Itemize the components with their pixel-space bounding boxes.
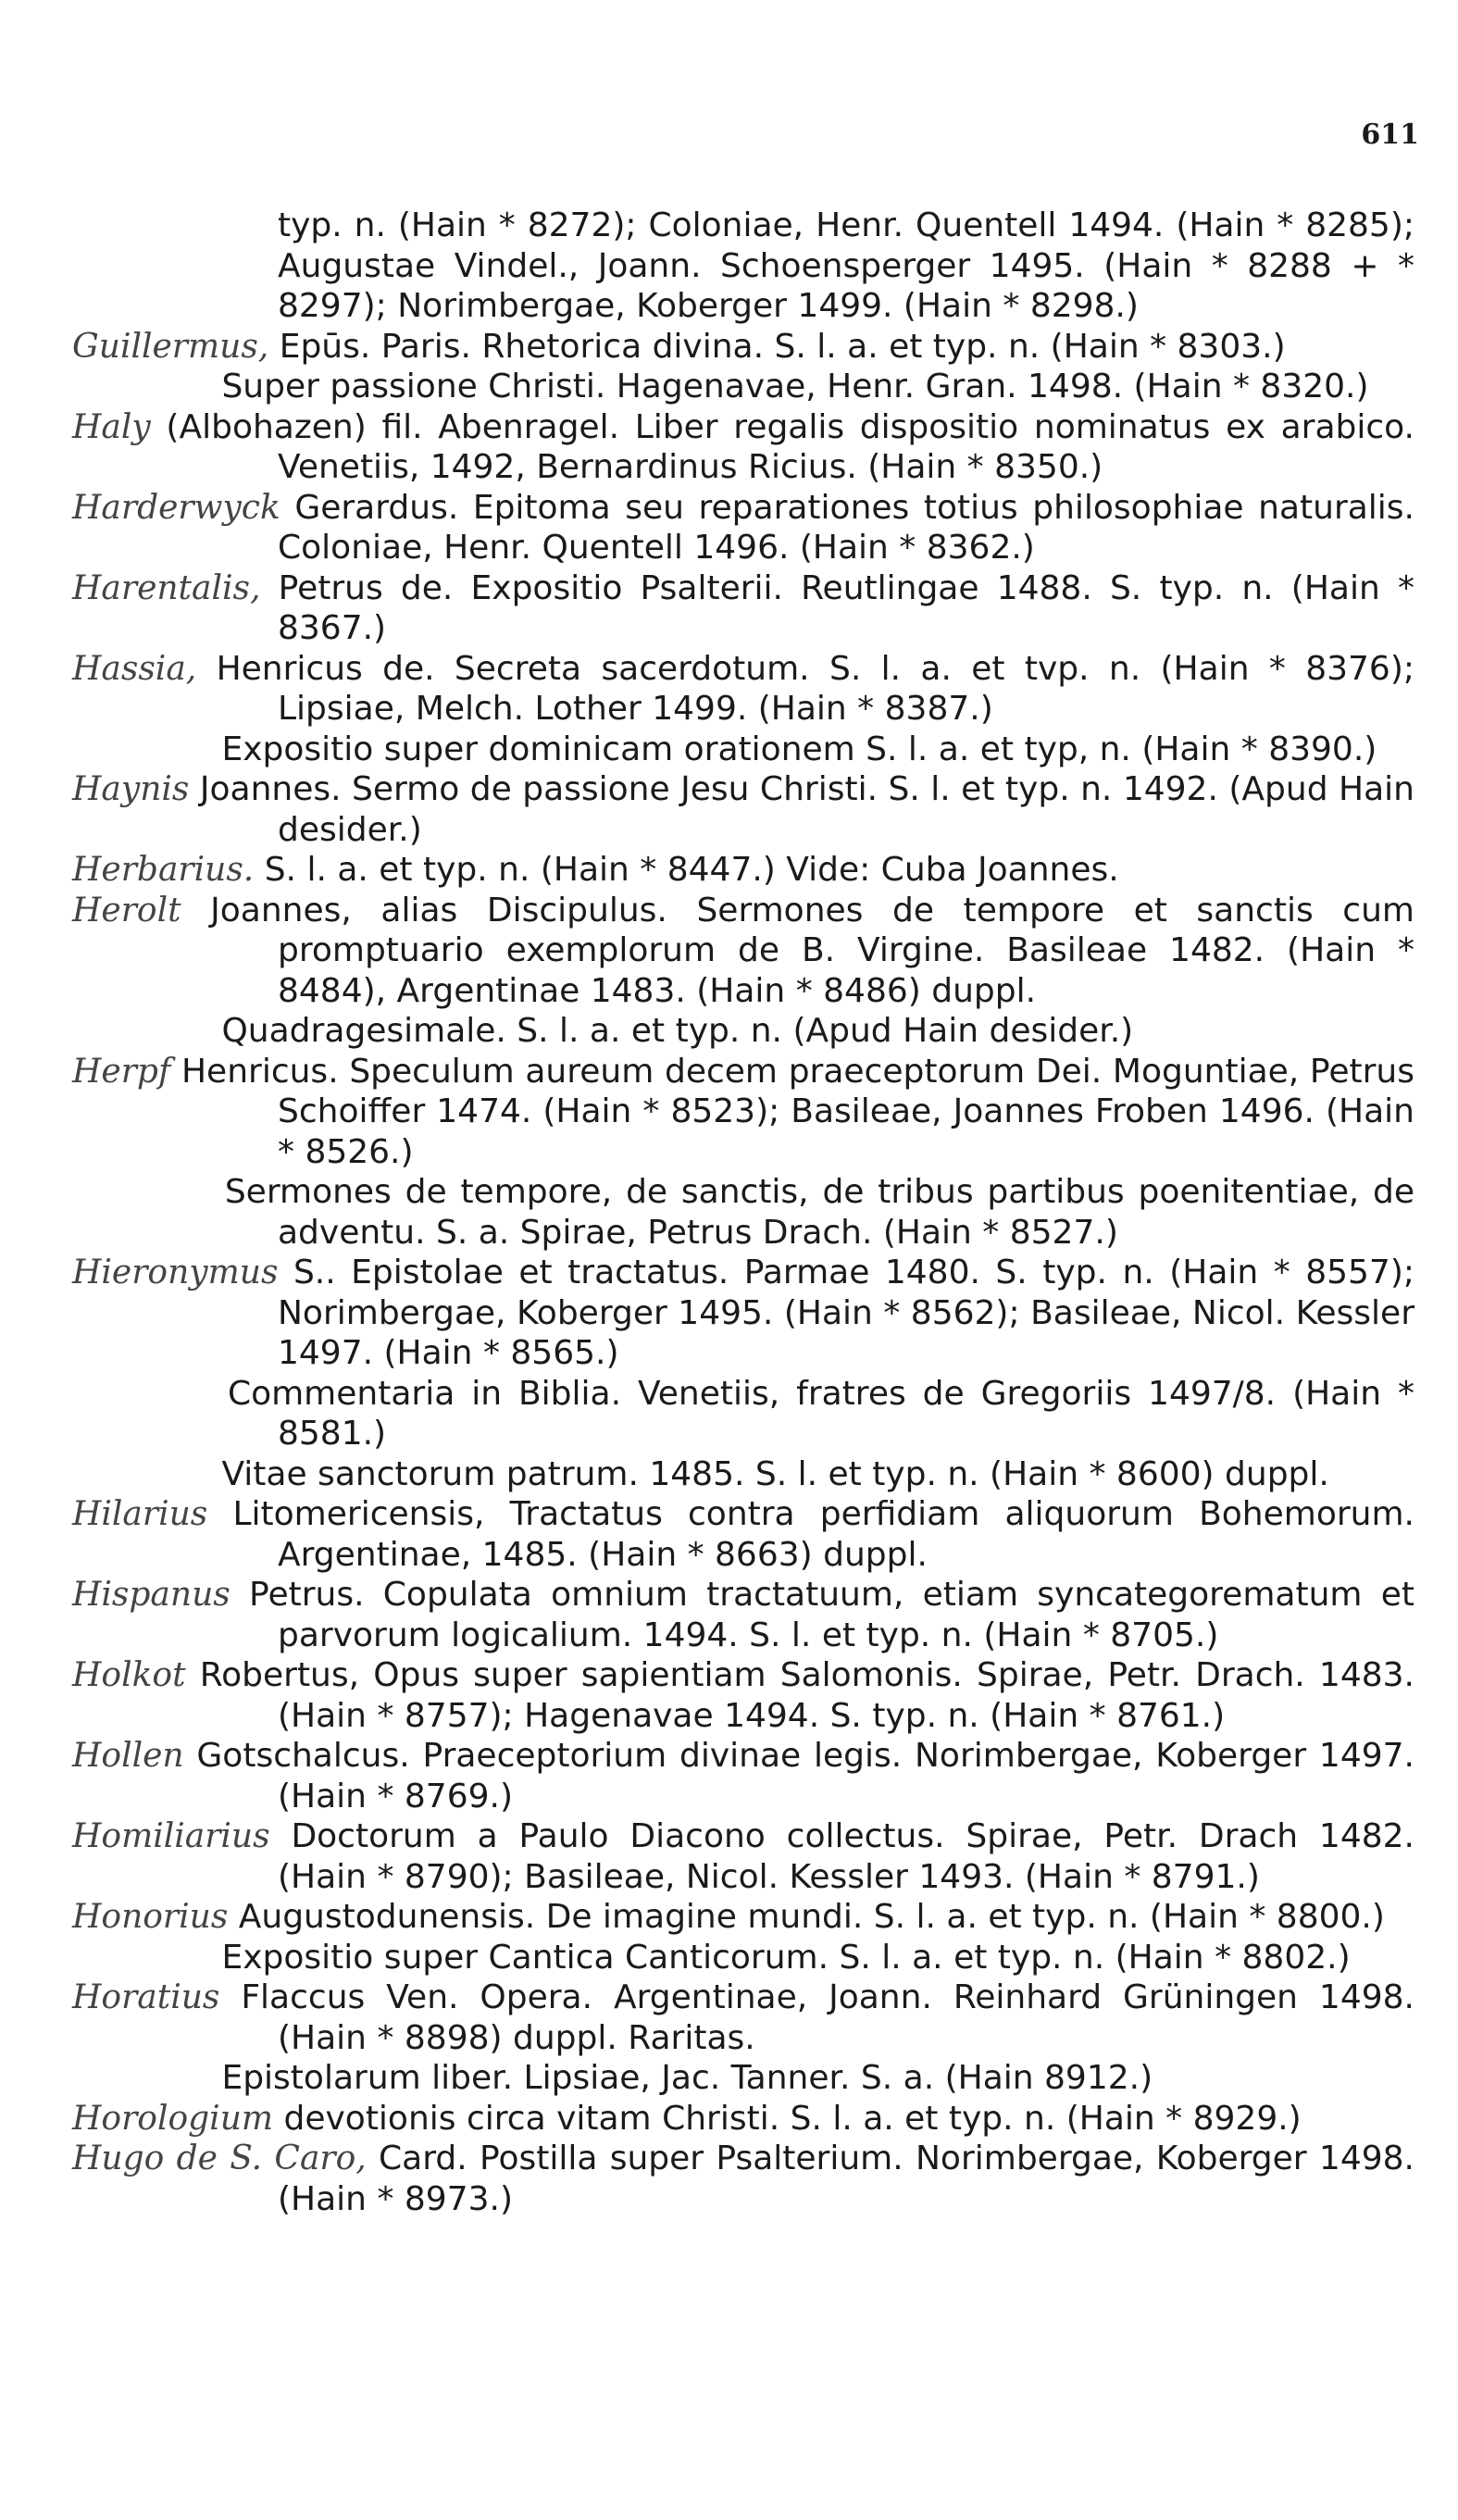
bibliography-entry xyxy=(72,649,1414,730)
entry-text: S.. Epistolae et tractatus. Parmae 1480. S. typ. n. (Hain * 8557); Norimbergae, Koberger 1495. (Hain * 8562); Basileae, Nicol. Kessler 1497. (Hain * 8565.) xyxy=(278,1254,1414,1372)
entry-headword: Haly xyxy=(72,407,151,446)
entry-text: Augustodunensis. De imagine mundi. S. l. a. et typ. n. (Hain * 8800.) xyxy=(238,1898,1385,1936)
ditto-dash xyxy=(72,1938,211,1978)
entry-text: Vitae sanctorum patrum. 1485. S. l. et typ. n. (Hain * 8600) duppl. xyxy=(221,1454,1329,1493)
entry-text: Henricus de. Secreta sacerdotum. S. l. a. et tvp. n. (Hain * 8376); Lipsiae, Melch. Lother 1499. (Hain * 8387.) xyxy=(216,649,1414,728)
entry-text: Expositio super Cantica Canticorum. S. l. a. et typ. n. (Hain * 8802.) xyxy=(221,1938,1351,1977)
entry-headword: Harentalis, xyxy=(72,568,261,607)
bibliography-entry xyxy=(72,891,1414,1012)
entry-headword: Horologium xyxy=(72,2099,274,2138)
entry-text: Joannes. Sermo de passione Jesu Christi. S. l. et typ. n. 1492. (Apud Hain desider.) xyxy=(199,770,1414,849)
ditto-dash xyxy=(72,730,211,770)
bibliography-entry xyxy=(72,1011,1414,1052)
entry-text: Commentaria in Biblia. Venetiis, fratres de Gregoriis 1497/8. (Hain * 8581.) xyxy=(227,1374,1415,1453)
entry-text: Quadragesimale. S. l. a. et typ. n. (Apud Hain desider.) xyxy=(221,1012,1134,1050)
bibliography-entry xyxy=(72,1816,1414,1897)
bibliography-entry xyxy=(72,2139,1414,2219)
entry-text: Litomericensis, Tractatus contra perfidiam aliquorum Bohemorum. Argentinae, 1485. (Hain * 8663) duppl. xyxy=(232,1495,1414,1574)
ditto-dash xyxy=(72,2058,211,2099)
entry-headword: Hassia, xyxy=(72,649,197,688)
entry-text: Card. Postilla super Psalterium. Norimbergae, Koberger 1498. (Hain * 8973.) xyxy=(278,2140,1414,2218)
bibliography-entry xyxy=(72,1897,1414,1938)
entry-headword: Herpf xyxy=(72,1052,171,1091)
entry-text: Flaccus Ven. Opera. Argentinae, Joann. Reinhard Grüningen 1498. (Hain * 8898) duppl. Raritas. xyxy=(241,1978,1414,2057)
entry-headword: Hilarius xyxy=(72,1495,208,1533)
bibliography-entry xyxy=(72,1052,1414,1173)
continued-text: typ. n. (Hain * 8272); Coloniae, Henr. Quentell 1494. (Hain * 8285); Augustae Vindel., Joann. Schoensperger 1495. (Hain * 8288 + * 8297); Norimbergae, Koberger 1499. (Hain * 8298.) xyxy=(278,206,1414,325)
entry-headword: Hollen xyxy=(72,1737,184,1775)
entry-text: Joannes, alias Discipulus. Sermones de tempore et sanctis cum promptuario exemplorum de B. Virgine. Basileae 1482. (Hain * 8484), Argentinae 1483. (Hain * 8486) duppl. xyxy=(210,891,1414,1010)
bibliography-entry xyxy=(72,1253,1414,1374)
page-number: 611 xyxy=(1361,119,1419,151)
bibliography-entry xyxy=(72,1494,1414,1575)
entry-text: Epistolarum liber. Lipsiae, Jac. Tanner. S. a. (Hain 8912.) xyxy=(221,2059,1153,2097)
entry-text: Gotschalcus. Praeceptorium divinae legis. Norimbergae, Koberger 1497. (Hain * 8769.) xyxy=(196,1737,1414,1815)
entry-headword: Horatius xyxy=(72,1978,220,2016)
bibliography-entry xyxy=(72,568,1414,649)
entry-headword: Hugo de S. Caro, xyxy=(72,2140,367,2177)
bibliography-entry xyxy=(72,1454,1414,1495)
bibliography-entry xyxy=(72,2099,1414,2140)
entry-headword: Honorius xyxy=(72,1898,229,1936)
bibliography-entry xyxy=(72,1374,1414,1454)
entry-headword: Harderwyck xyxy=(72,488,280,527)
bibliography-entry xyxy=(72,1736,1414,1816)
bibliography-entry xyxy=(72,730,1414,770)
entry-headword: Herolt xyxy=(72,891,181,929)
ditto-dash xyxy=(72,1454,211,1495)
bibliography-list xyxy=(72,206,1414,2219)
ditto-dash xyxy=(72,1374,211,1415)
entry-text: devotionis circa vitam Christi. S. l. a. et typ. n. (Hain * 8929.) xyxy=(283,2099,1302,2138)
entry-text: Henricus. Speculum aureum decem praeceptorum Dei. Moguntiae, Petrus Schoiffer 1474. (Hain * 8523); Basileae, Joannes Froben 1496. (Hain * 8526.) xyxy=(181,1052,1414,1171)
entry-text: Epūs. Paris. Rhetorica divina. S. l. a. et typ. n. (Hain * 8303.) xyxy=(279,327,1286,366)
bibliography-entry xyxy=(72,407,1414,488)
entry-headword: Guillermus, xyxy=(72,327,269,366)
bibliography-entry xyxy=(72,1977,1414,2058)
entry-text: Sermones de tempore, de sanctis, de tribus partibus poenitentiae, de adventu. S. a. Spirae, Petrus Drach. (Hain * 8527.) xyxy=(224,1173,1414,1252)
bibliography-entry xyxy=(72,327,1414,368)
ditto-dash xyxy=(72,1172,211,1213)
entry-text: Robertus, Opus super sapientiam Salomonis. Spirae, Petr. Drach. 1483. (Hain * 8757); Hagenavae 1494. S. typ. n. (Hain * 8761.) xyxy=(199,1656,1414,1735)
entry-text: S. l. a. et typ. n. (Hain * 8447.) Vide: Cuba Joannes. xyxy=(264,851,1119,889)
bibliography-entry xyxy=(72,850,1414,891)
entry-headword: Haynis xyxy=(72,770,190,808)
entry-headword: Hispanus xyxy=(72,1576,231,1614)
bibliography-entry xyxy=(72,1938,1414,1978)
entry-text: (Albohazen) fil. Abenragel. Liber regalis dispositio nominatus ex arabico. Venetiis, 1492, Bernardinus Ricius. (Hain * 8350.) xyxy=(166,407,1414,486)
entry-text: Petrus. Copulata omnium tractatuum, etiam syncategorematum et parvorum logicalium. 1494. S. l. et typ. n. (Hain * 8705.) xyxy=(249,1576,1414,1654)
ditto-dash xyxy=(72,367,211,407)
entry-headword: Herbarius. xyxy=(72,851,255,889)
entry-text: Expositio super dominicam orationem S. l. a. et typ, n. (Hain * 8390.) xyxy=(221,730,1377,768)
bibliography-entry xyxy=(72,1655,1414,1736)
bibliography-entry xyxy=(72,1172,1414,1253)
entry-headword: Homiliarius xyxy=(72,1817,270,1855)
continued-entry xyxy=(72,206,1414,327)
entry-text: Petrus de. Expositio Psalterii. Reutlingae 1488. S. typ. n. (Hain * 8367.) xyxy=(278,568,1414,647)
entry-text: Doctorum a Paulo Diacono collectus. Spirae, Petr. Drach 1482. (Hain * 8790); Basileae, Nicol. Kessler 1493. (Hain * 8791.) xyxy=(278,1817,1414,1896)
ditto-dash xyxy=(72,1011,211,1052)
entry-headword: Holkot xyxy=(72,1656,186,1694)
entry-text: Super passione Christi. Hagenavae, Henr. Gran. 1498. (Hain * 8320.) xyxy=(221,368,1369,405)
bibliography-entry xyxy=(72,367,1414,407)
bibliography-entry xyxy=(72,769,1414,850)
bibliography-entry xyxy=(72,2058,1414,2099)
entry-headword: Hieronymus xyxy=(72,1254,279,1291)
bibliography-entry xyxy=(72,1575,1414,1655)
entry-text: Gerardus. Epitoma seu reparationes totius philosophiae naturalis. Coloniae, Henr. Quentell 1496. (Hain * 8362.) xyxy=(278,488,1415,567)
bibliography-entry xyxy=(72,488,1414,568)
